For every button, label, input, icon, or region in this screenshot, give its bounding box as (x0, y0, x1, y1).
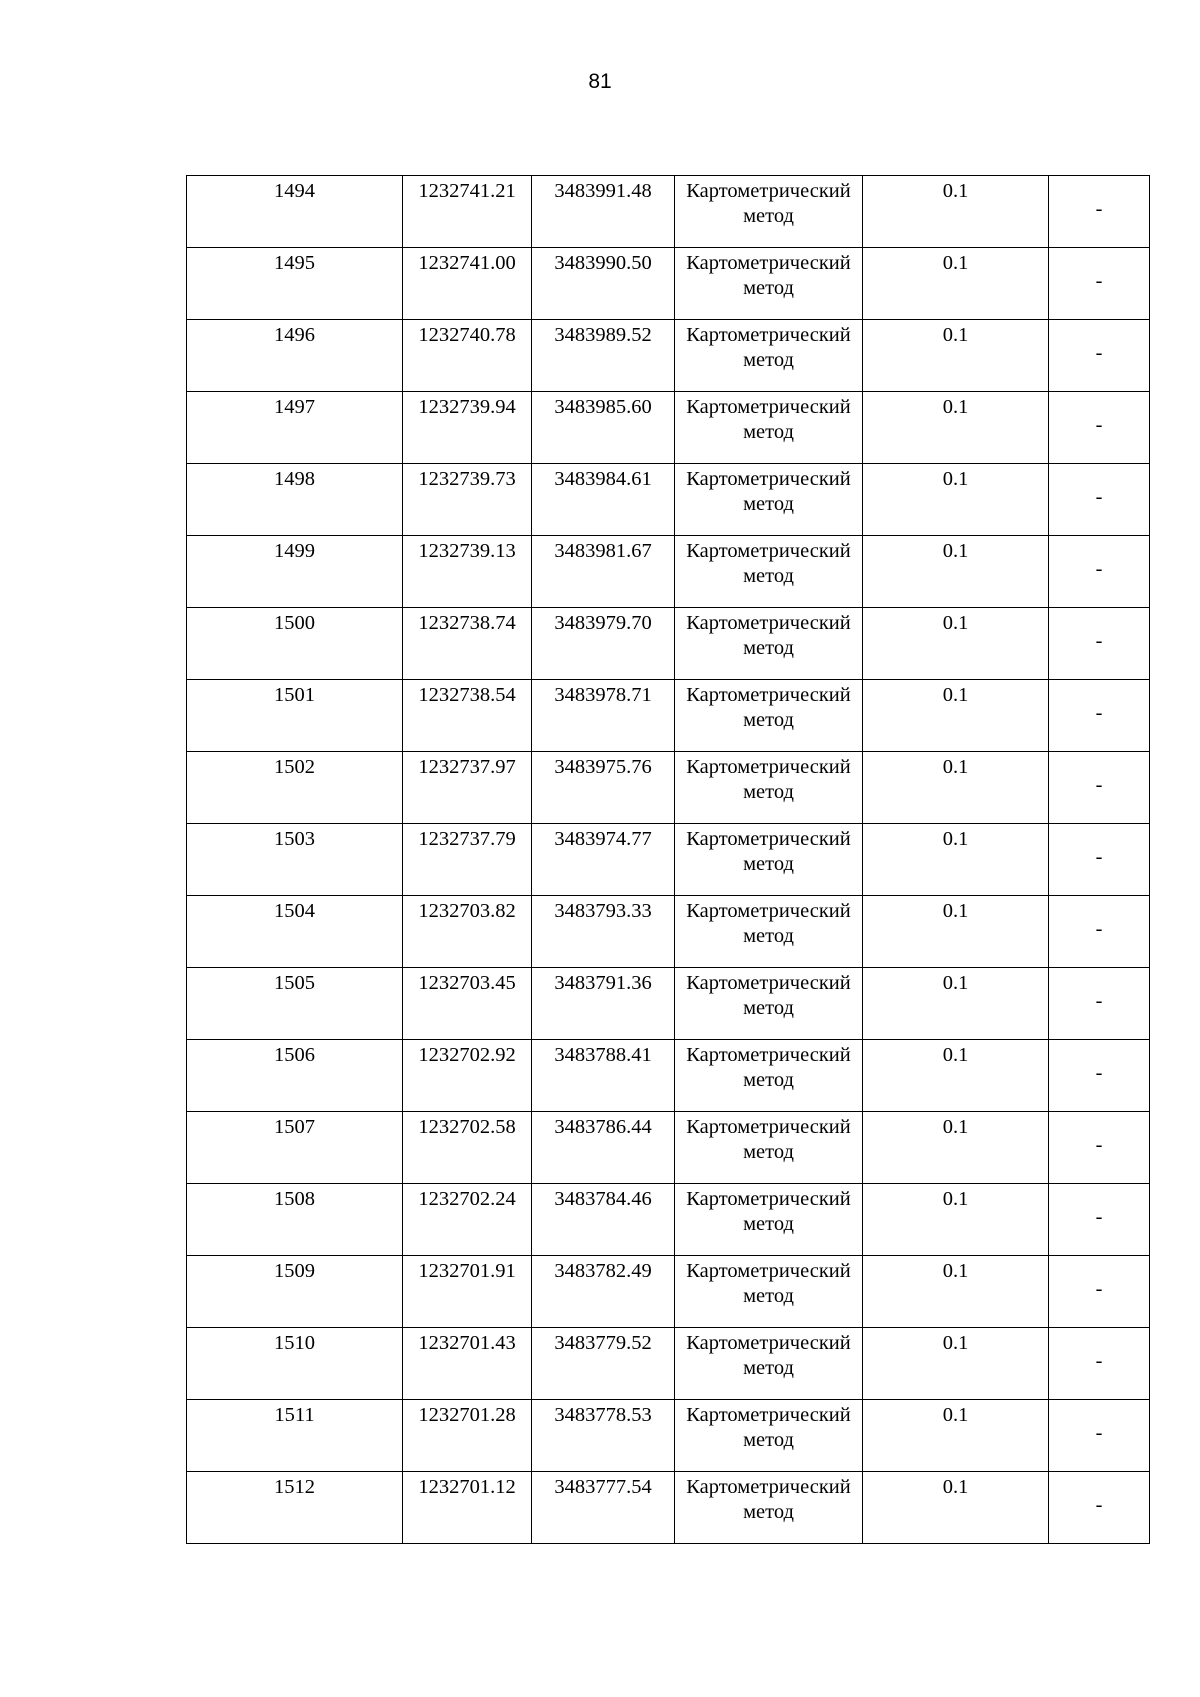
point-number-cell (187, 1184, 403, 1256)
method: Картометрический метод (686, 972, 851, 1019)
note: - (1095, 270, 1103, 292)
y-coordinate: 3483979.70 (554, 612, 652, 634)
method-cell (675, 680, 863, 752)
table-row (187, 1328, 1150, 1400)
note: - (1095, 486, 1103, 508)
table-row (187, 1256, 1150, 1328)
point-number-cell (187, 176, 403, 248)
point-number: 1510 (274, 1332, 315, 1354)
accuracy: 0.1 (942, 1476, 969, 1498)
note: - (1095, 1422, 1103, 1444)
point-number-cell (187, 1256, 403, 1328)
accuracy: 0.1 (942, 324, 969, 346)
note: - (1095, 1206, 1103, 1228)
table-row (187, 536, 1150, 608)
y-coordinate-cell (532, 536, 675, 608)
method: Картометрический метод (686, 756, 851, 803)
accuracy-cell (863, 896, 1049, 968)
x-coordinate: 1232739.73 (418, 468, 516, 490)
note-cell (1049, 1256, 1150, 1328)
method-cell (675, 392, 863, 464)
table-row (187, 608, 1150, 680)
x-coordinate-cell (403, 1112, 532, 1184)
x-coordinate: 1232738.54 (418, 684, 516, 706)
accuracy-cell (863, 176, 1049, 248)
point-number: 1509 (274, 1260, 315, 1282)
accuracy: 0.1 (942, 468, 969, 490)
note-cell (1049, 248, 1150, 320)
note-cell (1049, 1328, 1150, 1400)
x-coordinate-cell (403, 1184, 532, 1256)
note-cell (1049, 752, 1150, 824)
note-cell (1049, 1112, 1150, 1184)
method: Картометрический метод (686, 1188, 851, 1235)
y-coordinate: 3483978.71 (554, 684, 652, 706)
y-coordinate: 3483991.48 (554, 180, 652, 202)
point-number: 1503 (274, 828, 315, 850)
y-coordinate: 3483777.54 (554, 1476, 652, 1498)
note-cell (1049, 176, 1150, 248)
point-number-cell (187, 1112, 403, 1184)
point-number: 1500 (274, 612, 315, 634)
y-coordinate-cell (532, 1328, 675, 1400)
point-number: 1501 (274, 684, 315, 706)
point-number: 1506 (274, 1044, 315, 1066)
point-number: 1508 (274, 1188, 315, 1210)
method: Картометрический метод (686, 1476, 851, 1523)
y-coordinate-cell (532, 824, 675, 896)
x-coordinate: 1232741.00 (418, 252, 516, 274)
method-cell (675, 968, 863, 1040)
page-number: 81 (588, 70, 612, 93)
accuracy-cell (863, 752, 1049, 824)
table-row (187, 248, 1150, 320)
note-cell (1049, 1040, 1150, 1112)
method-cell (675, 1112, 863, 1184)
point-number: 1497 (274, 396, 315, 418)
y-coordinate: 3483990.50 (554, 252, 652, 274)
x-coordinate: 1232701.43 (418, 1332, 516, 1354)
note-cell (1049, 680, 1150, 752)
y-coordinate-cell (532, 680, 675, 752)
point-number-cell (187, 536, 403, 608)
note: - (1095, 846, 1103, 868)
y-coordinate-cell (532, 896, 675, 968)
y-coordinate: 3483984.61 (554, 468, 652, 490)
x-coordinate-cell (403, 1256, 532, 1328)
method: Картометрический метод (686, 828, 851, 875)
table-row (187, 1184, 1150, 1256)
accuracy: 0.1 (942, 612, 969, 634)
x-coordinate: 1232701.91 (418, 1260, 516, 1282)
accuracy: 0.1 (942, 1404, 969, 1426)
x-coordinate: 1232702.92 (418, 1044, 516, 1066)
accuracy-cell (863, 968, 1049, 1040)
note: - (1095, 1494, 1103, 1516)
x-coordinate: 1232702.24 (418, 1188, 516, 1210)
x-coordinate-cell (403, 680, 532, 752)
note-cell (1049, 968, 1150, 1040)
note: - (1095, 1134, 1103, 1156)
point-number-cell (187, 896, 403, 968)
x-coordinate-cell (403, 1040, 532, 1112)
note: - (1095, 990, 1103, 1012)
point-number: 1502 (274, 756, 315, 778)
accuracy-cell (863, 392, 1049, 464)
y-coordinate: 3483779.52 (554, 1332, 652, 1354)
y-coordinate: 3483989.52 (554, 324, 652, 346)
point-number-cell (187, 1400, 403, 1472)
x-coordinate: 1232703.45 (418, 972, 516, 994)
note-cell (1049, 536, 1150, 608)
accuracy: 0.1 (942, 180, 969, 202)
accuracy: 0.1 (942, 756, 969, 778)
x-coordinate: 1232740.78 (418, 324, 516, 346)
method-cell (675, 608, 863, 680)
y-coordinate-cell (532, 320, 675, 392)
accuracy: 0.1 (942, 1116, 969, 1138)
accuracy: 0.1 (942, 900, 969, 922)
note: - (1095, 774, 1103, 796)
y-coordinate-cell (532, 464, 675, 536)
x-coordinate-cell (403, 1400, 532, 1472)
x-coordinate-cell (403, 824, 532, 896)
x-coordinate: 1232701.28 (418, 1404, 516, 1426)
method: Картометрический метод (686, 180, 851, 227)
note: - (1095, 558, 1103, 580)
accuracy-cell (863, 680, 1049, 752)
method: Картометрический метод (686, 324, 851, 371)
note: - (1095, 630, 1103, 652)
accuracy-cell (863, 608, 1049, 680)
method-cell (675, 1256, 863, 1328)
coordinates-table (186, 175, 1150, 1544)
accuracy: 0.1 (942, 684, 969, 706)
accuracy-cell (863, 464, 1049, 536)
x-coordinate-cell (403, 464, 532, 536)
accuracy: 0.1 (942, 1188, 969, 1210)
point-number-cell (187, 752, 403, 824)
y-coordinate: 3483784.46 (554, 1188, 652, 1210)
accuracy: 0.1 (942, 1260, 969, 1282)
y-coordinate-cell (532, 1256, 675, 1328)
y-coordinate: 3483778.53 (554, 1404, 652, 1426)
point-number-cell (187, 1040, 403, 1112)
point-number: 1512 (274, 1476, 315, 1498)
note-cell (1049, 896, 1150, 968)
x-coordinate-cell (403, 176, 532, 248)
x-coordinate: 1232741.21 (418, 180, 516, 202)
note-cell (1049, 824, 1150, 896)
accuracy-cell (863, 1400, 1049, 1472)
method: Картометрический метод (686, 468, 851, 515)
note-cell (1049, 608, 1150, 680)
accuracy: 0.1 (942, 828, 969, 850)
method: Картометрический метод (686, 1332, 851, 1379)
note: - (1095, 1062, 1103, 1084)
note-cell (1049, 320, 1150, 392)
table-row (187, 680, 1150, 752)
method: Картометрический метод (686, 540, 851, 587)
method-cell (675, 1472, 863, 1544)
x-coordinate-cell (403, 536, 532, 608)
accuracy-cell (863, 824, 1049, 896)
note: - (1095, 1278, 1103, 1300)
note-cell (1049, 1472, 1150, 1544)
accuracy-cell (863, 1040, 1049, 1112)
point-number: 1499 (274, 540, 315, 562)
method-cell (675, 896, 863, 968)
accuracy-cell (863, 1112, 1049, 1184)
point-number-cell (187, 320, 403, 392)
point-number-cell (187, 968, 403, 1040)
point-number: 1494 (274, 180, 315, 202)
x-coordinate-cell (403, 1472, 532, 1544)
table-row (187, 1040, 1150, 1112)
y-coordinate: 3483985.60 (554, 396, 652, 418)
y-coordinate: 3483981.67 (554, 540, 652, 562)
method: Картометрический метод (686, 1044, 851, 1091)
method: Картометрический метод (686, 900, 851, 947)
note-cell (1049, 1400, 1150, 1472)
y-coordinate-cell (532, 1184, 675, 1256)
y-coordinate-cell (532, 1400, 675, 1472)
table-row (187, 896, 1150, 968)
point-number: 1504 (274, 900, 315, 922)
accuracy-cell (863, 1184, 1049, 1256)
method: Картометрический метод (686, 252, 851, 299)
x-coordinate-cell (403, 608, 532, 680)
x-coordinate: 1232737.79 (418, 828, 516, 850)
point-number-cell (187, 680, 403, 752)
method-cell (675, 1400, 863, 1472)
note-cell (1049, 464, 1150, 536)
accuracy: 0.1 (942, 540, 969, 562)
point-number: 1511 (274, 1404, 315, 1426)
accuracy-cell (863, 1256, 1049, 1328)
note: - (1095, 414, 1103, 436)
table-row (187, 320, 1150, 392)
table-row (187, 752, 1150, 824)
method-cell (675, 176, 863, 248)
method: Картометрический метод (686, 396, 851, 443)
accuracy: 0.1 (942, 1044, 969, 1066)
note: - (1095, 1350, 1103, 1372)
method: Картометрический метод (686, 1260, 851, 1307)
method: Картометрический метод (686, 1116, 851, 1163)
x-coordinate-cell (403, 320, 532, 392)
table-row (187, 392, 1150, 464)
x-coordinate: 1232701.12 (418, 1476, 516, 1498)
x-coordinate-cell (403, 968, 532, 1040)
x-coordinate-cell (403, 896, 532, 968)
y-coordinate-cell (532, 968, 675, 1040)
point-number-cell (187, 608, 403, 680)
y-coordinate: 3483782.49 (554, 1260, 652, 1282)
note: - (1095, 918, 1103, 940)
point-number-cell (187, 392, 403, 464)
method: Картометрический метод (686, 1404, 851, 1451)
point-number-cell (187, 1328, 403, 1400)
x-coordinate: 1232737.97 (418, 756, 516, 778)
y-coordinate-cell (532, 608, 675, 680)
accuracy-cell (863, 248, 1049, 320)
table-row (187, 968, 1150, 1040)
table-row (187, 464, 1150, 536)
accuracy: 0.1 (942, 1332, 969, 1354)
method: Картометрический метод (686, 612, 851, 659)
y-coordinate-cell (532, 1472, 675, 1544)
point-number: 1505 (274, 972, 315, 994)
x-coordinate-cell (403, 1328, 532, 1400)
note-cell (1049, 392, 1150, 464)
accuracy-cell (863, 1328, 1049, 1400)
y-coordinate-cell (532, 176, 675, 248)
x-coordinate-cell (403, 248, 532, 320)
accuracy-cell (863, 1472, 1049, 1544)
accuracy-cell (863, 536, 1049, 608)
point-number: 1496 (274, 324, 315, 346)
note-cell (1049, 1184, 1150, 1256)
table-row (187, 176, 1150, 248)
x-coordinate: 1232739.94 (418, 396, 516, 418)
x-coordinate: 1232739.13 (418, 540, 516, 562)
table-body (187, 176, 1150, 1544)
table-row (187, 1472, 1150, 1544)
y-coordinate: 3483791.36 (554, 972, 652, 994)
y-coordinate-cell (532, 392, 675, 464)
y-coordinate: 3483974.77 (554, 828, 652, 850)
method-cell (675, 1184, 863, 1256)
table-row (187, 1112, 1150, 1184)
point-number: 1498 (274, 468, 315, 490)
point-number-cell (187, 824, 403, 896)
method-cell (675, 320, 863, 392)
x-coordinate-cell (403, 752, 532, 824)
y-coordinate-cell (532, 1112, 675, 1184)
accuracy: 0.1 (942, 252, 969, 274)
point-number-cell (187, 464, 403, 536)
x-coordinate: 1232703.82 (418, 900, 516, 922)
method-cell (675, 752, 863, 824)
x-coordinate-cell (403, 392, 532, 464)
table-row (187, 1400, 1150, 1472)
x-coordinate: 1232702.58 (418, 1116, 516, 1138)
point-number-cell (187, 1472, 403, 1544)
y-coordinate-cell (532, 248, 675, 320)
note: - (1095, 702, 1103, 724)
point-number: 1507 (274, 1116, 315, 1138)
method-cell (675, 1040, 863, 1112)
method-cell (675, 824, 863, 896)
method-cell (675, 1328, 863, 1400)
y-coordinate-cell (532, 1040, 675, 1112)
x-coordinate: 1232738.74 (418, 612, 516, 634)
method: Картометрический метод (686, 684, 851, 731)
y-coordinate-cell (532, 752, 675, 824)
y-coordinate: 3483975.76 (554, 756, 652, 778)
y-coordinate: 3483786.44 (554, 1116, 652, 1138)
method-cell (675, 248, 863, 320)
point-number: 1495 (274, 252, 315, 274)
table-row (187, 824, 1150, 896)
method-cell (675, 536, 863, 608)
y-coordinate: 3483788.41 (554, 1044, 652, 1066)
note: - (1095, 342, 1103, 364)
accuracy: 0.1 (942, 972, 969, 994)
note: - (1095, 198, 1103, 220)
accuracy: 0.1 (942, 396, 969, 418)
method-cell (675, 464, 863, 536)
y-coordinate: 3483793.33 (554, 900, 652, 922)
accuracy-cell (863, 320, 1049, 392)
point-number-cell (187, 248, 403, 320)
